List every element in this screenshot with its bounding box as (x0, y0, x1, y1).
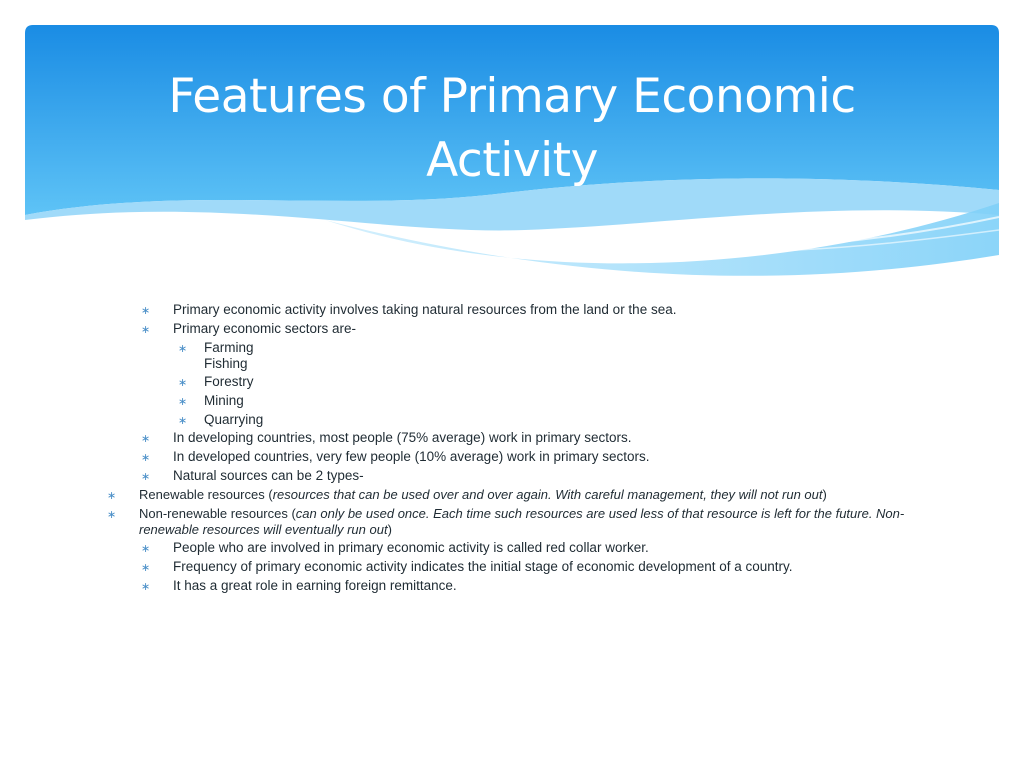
bullet-text: In developed countries, very few people (10% average) work in primary sectors. (173, 449, 650, 464)
slide-title (25, 65, 999, 193)
list-item (141, 578, 457, 594)
bullet-text: ) (387, 522, 392, 537)
list-item (141, 430, 632, 446)
list-item-sub (178, 412, 264, 428)
bullet-text: Quarrying (204, 412, 264, 427)
bullet-text: In developing countries, most people (75% average) work in primary sectors. (173, 430, 632, 445)
bullet-text: Mining (204, 393, 244, 408)
bullet-text: People who are involved in primary economic activity is called red collar worker. (173, 540, 649, 555)
list-item-sub (178, 374, 254, 390)
bullet-text: Fishing (204, 356, 248, 371)
bullet-text: ) (822, 487, 827, 502)
bullet-marker-icon: ∗ (178, 343, 188, 355)
bullet-text: Renewable resources ( (139, 487, 273, 502)
bullet-marker-icon: ∗ (141, 543, 151, 555)
bullet-text-italic: can only be used once. Each time such resources are used less of that resource is left for the future. Non- renewable resources will eventually run out (139, 506, 905, 537)
bullet-marker-icon: ∗ (178, 396, 188, 408)
bullet-marker-icon: ∗ (141, 324, 151, 336)
list-item (141, 559, 793, 575)
bullet-text-italic: resources that can be used over and over again. With careful management, they will not run out (272, 487, 823, 502)
list-item (141, 468, 364, 484)
bullet-text: Forestry (204, 374, 254, 389)
list-item (141, 540, 649, 556)
bullet-marker-icon: ∗ (141, 305, 151, 317)
list-item-renewable (107, 487, 827, 503)
title-line-1: Features of Primary Economic (168, 69, 856, 124)
list-item-sub (178, 393, 244, 409)
bullet-marker-icon: ∗ (107, 509, 117, 521)
bullet-marker-icon: ∗ (141, 452, 151, 464)
bullet-marker-icon: ∗ (141, 433, 151, 445)
bullet-marker-icon: ∗ (178, 377, 188, 389)
list-item (141, 302, 677, 318)
title-banner (25, 25, 999, 290)
bullet-text: Primary economic activity involves taking natural resources from the land or the sea. (173, 302, 677, 317)
list-item-sub-continuation (204, 356, 248, 372)
list-item-sub (178, 340, 254, 356)
title-line-2: Activity (426, 133, 598, 188)
bullet-text: Primary economic sectors are- (173, 321, 357, 336)
list-item (141, 321, 357, 337)
bullet-text: It has a great role in earning foreign remittance. (173, 578, 457, 593)
bullet-marker-icon: ∗ (141, 581, 151, 593)
bullet-marker-icon: ∗ (178, 415, 188, 427)
list-item-non-renewable (107, 506, 909, 538)
bullet-text: Farming (204, 340, 254, 355)
bullet-marker-icon: ∗ (141, 562, 151, 574)
bullet-text: Non-renewable resources ( (139, 506, 296, 521)
list-item (141, 449, 650, 465)
bullet-marker-icon: ∗ (141, 471, 151, 483)
bullet-text: Natural sources can be 2 types- (173, 468, 364, 483)
bullet-marker-icon: ∗ (107, 490, 117, 502)
bullet-text: Frequency of primary economic activity indicates the initial stage of economic development of a country. (173, 559, 793, 574)
